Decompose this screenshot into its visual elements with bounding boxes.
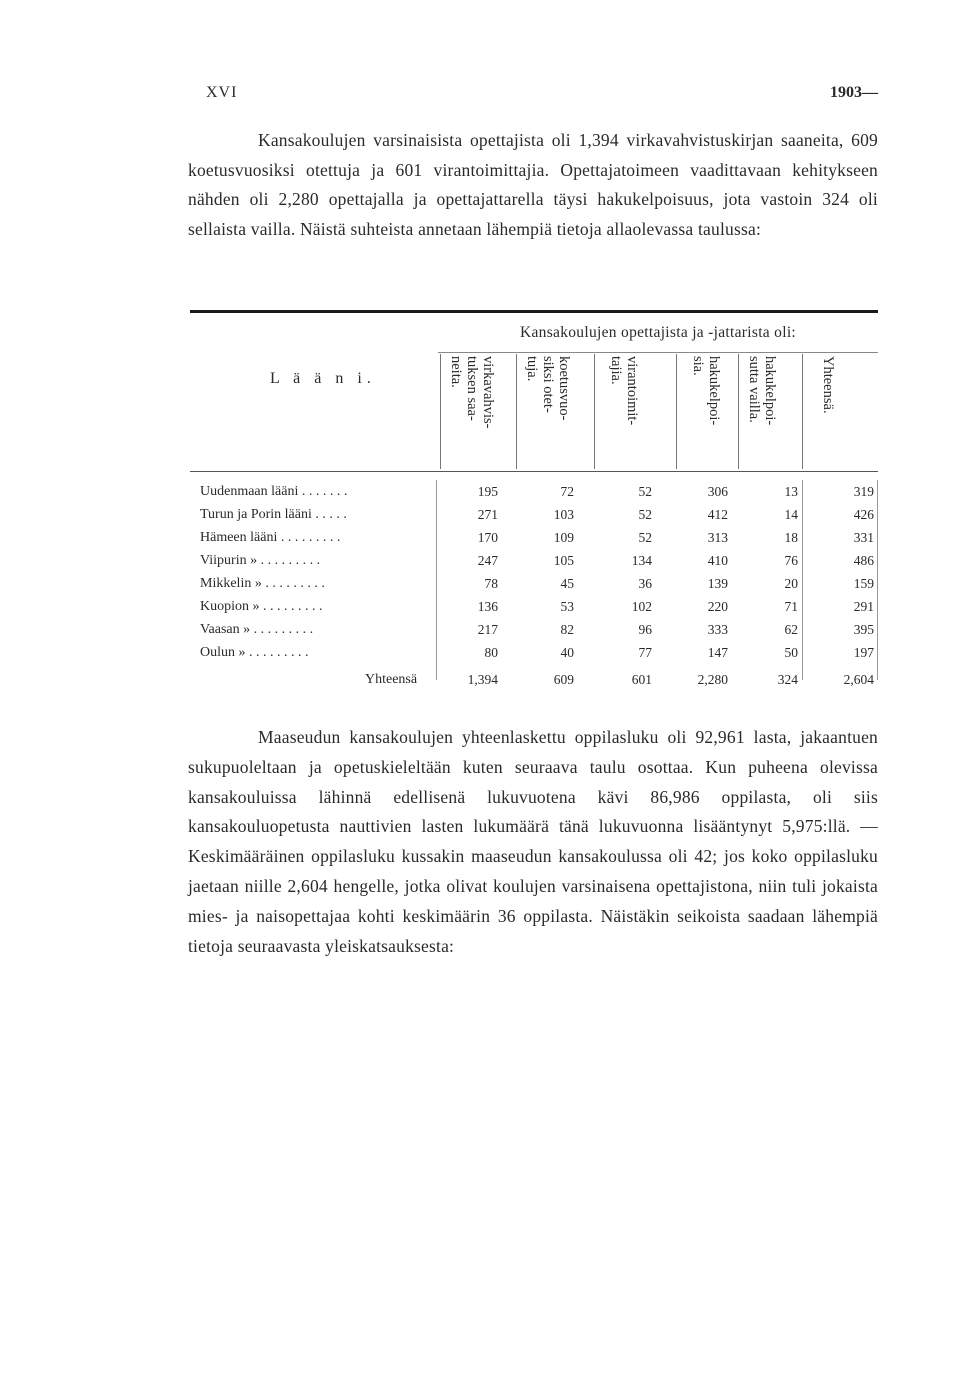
cell-unqualified: 18 (784, 530, 798, 545)
column-header-qualified-text: hakukelpoi- sia. (690, 356, 722, 426)
column-header-substitutes (608, 354, 654, 468)
cell-unqualified: 50 (784, 645, 798, 660)
cell-total: 426 (853, 507, 874, 522)
cell-probation: 103 (553, 507, 574, 522)
cell-total: 291 (853, 599, 874, 614)
cell-total: 197 (853, 645, 874, 660)
cell-certified: 247 (477, 553, 498, 568)
column-divider (738, 354, 739, 469)
cell-qualified: 410 (707, 553, 728, 568)
cell-probation: 105 (553, 553, 574, 568)
row-label: Oulun » . . . . . . . . . (200, 645, 309, 660)
cell-substitutes: 52 (638, 530, 652, 545)
region-column-header: L ä ä n i. (270, 370, 376, 387)
total-unqualified: 324 (777, 672, 798, 687)
cell-qualified: 306 (707, 484, 728, 499)
total-total: 2,604 (843, 672, 874, 687)
cell-certified: 271 (477, 507, 498, 522)
cell-qualified: 313 (707, 530, 728, 545)
cell-total: 486 (853, 553, 874, 568)
cell-unqualified: 13 (784, 484, 798, 499)
cell-total: 395 (853, 622, 874, 637)
table-row (190, 574, 878, 597)
cell-certified: 78 (484, 576, 498, 591)
table-row (190, 620, 878, 643)
intro-paragraph: Kansakoulujen varsinaisista opettajista oli 1,394 virkavahvistuskirjan saaneita, 609 koetusvuosiksi otettuja ja 601 virantoimittajia. Opettajatoimeen vaadittavaan kehitykseen nähden oli 2,280 opettajalla ja opettajattarella täysi hakukelpoisuus, jota vastoin 324 oli sellaista vailla. Näistä suhteista annetaan lähempiä tietoja allaolevassa taulussa: (188, 130, 878, 239)
header-bottom-rule (190, 471, 878, 472)
table-top-rule (190, 310, 878, 313)
cell-unqualified: 20 (784, 576, 798, 591)
column-header-probation-text: koetusvuo- siksi otet- tuja. (524, 356, 572, 421)
cell-qualified: 333 (707, 622, 728, 637)
column-header-total-text: Yhteensä. (820, 356, 836, 414)
cell-total: 319 (853, 484, 874, 499)
cell-certified: 136 (477, 599, 498, 614)
cell-qualified: 412 (707, 507, 728, 522)
row-label: Viipurin » . . . . . . . . . (200, 553, 321, 568)
cell-unqualified: 14 (784, 507, 798, 522)
column-divider (440, 354, 441, 469)
cell-qualified: 220 (707, 599, 728, 614)
cell-probation: 53 (560, 599, 574, 614)
total-substitutes: 601 (631, 672, 652, 687)
cell-substitutes: 52 (638, 507, 652, 522)
table-row (190, 505, 878, 528)
cell-certified: 170 (477, 530, 498, 545)
group-header-rule (438, 352, 878, 353)
cell-substitutes: 77 (638, 645, 652, 660)
cell-probation: 45 (560, 576, 574, 591)
cell-probation: 72 (560, 484, 574, 499)
cell-probation: 40 (560, 645, 574, 660)
column-header-qualified (690, 354, 736, 468)
table-row (190, 643, 878, 666)
cell-certified: 195 (477, 484, 498, 499)
total-probation: 609 (553, 672, 574, 687)
total-certified: 1,394 (467, 672, 498, 687)
cell-substitutes: 52 (638, 484, 652, 499)
school-paragraph: Maaseudun kansakoulujen yhteenlaskettu oppilasluku oli 92,961 lasta, jakaantuen sukupuoleltaan ja opetuskieleltään kuten seuraava taulu osottaa. Kun puheena olevissa kansakouluissa lähinnä edellisenä lukuvuotena kävi 86,986 oppilasta, oli siis kansakouluopetusta nauttivien lasten lukumäärä tänä lukuvuonna lisääntynyt 5,975:llä. — Keskimääräinen oppilasluku kussakin maaseudun kansakoulussa oli 42; jos koko oppilasluku jaetaan niille 2,604 hengelle, jotka olivat koulujen varsinaisena opettajistona, niin tuli jokaista mies- ja naisopettajaa kohti keskimäärin 36 oppilasta. Näistäkin seikoista saadaan lähempiä tietoja seuraavasta yleiskatsauksesta: (188, 727, 878, 956)
cell-unqualified: 71 (784, 599, 798, 614)
table-row (190, 551, 878, 574)
group-header: Kansakoulujen opettajista ja -jattarista oli: (519, 324, 797, 341)
column-header-unqualified (746, 354, 792, 468)
page-header (206, 84, 878, 108)
cell-certified: 217 (477, 622, 498, 637)
cell-substitutes: 134 (631, 553, 652, 568)
cell-substitutes: 102 (631, 599, 652, 614)
cell-probation: 82 (560, 622, 574, 637)
row-label: Vaasan » . . . . . . . . . (200, 622, 314, 637)
column-header-probation (524, 354, 586, 468)
cell-probation: 109 (553, 530, 574, 545)
total-label: Yhteensä (365, 672, 418, 687)
column-divider (516, 354, 517, 469)
table-row (190, 597, 878, 620)
page-number: XVI (206, 84, 238, 101)
column-header-certified-text: virkavahvis- tuksen saa- neita. (448, 356, 496, 429)
cell-qualified: 139 (707, 576, 728, 591)
row-label: Mikkelin » . . . . . . . . . (200, 576, 325, 591)
cell-substitutes: 36 (638, 576, 652, 591)
row-label: Uudenmaan lääni . . . . . . . (200, 484, 348, 499)
table-row (190, 482, 878, 505)
total-qualified: 2,280 (697, 672, 728, 687)
cell-certified: 80 (484, 645, 498, 660)
teachers-table (190, 310, 878, 695)
page-year: 1903— (830, 84, 878, 101)
cell-qualified: 147 (707, 645, 728, 660)
row-label: Turun ja Porin lääni . . . . . (200, 507, 347, 522)
table-total-row (190, 670, 878, 693)
column-header-total (820, 354, 850, 468)
row-label: Hämeen lääni . . . . . . . . . (200, 530, 341, 545)
cell-unqualified: 76 (784, 553, 798, 568)
column-header-unqualified-text: hakukelpoi- sutta vailla. (746, 356, 778, 426)
cell-substitutes: 96 (638, 622, 652, 637)
cell-total: 159 (853, 576, 874, 591)
table-row (190, 528, 878, 551)
column-header-certified (448, 354, 508, 468)
cell-unqualified: 62 (784, 622, 798, 637)
column-divider (676, 354, 677, 469)
column-header-substitutes-text: virantoimit- tajia. (608, 356, 640, 426)
column-divider (594, 354, 595, 469)
cell-total: 331 (853, 530, 874, 545)
column-divider (802, 354, 803, 469)
row-label: Kuopion » . . . . . . . . . (200, 599, 323, 614)
